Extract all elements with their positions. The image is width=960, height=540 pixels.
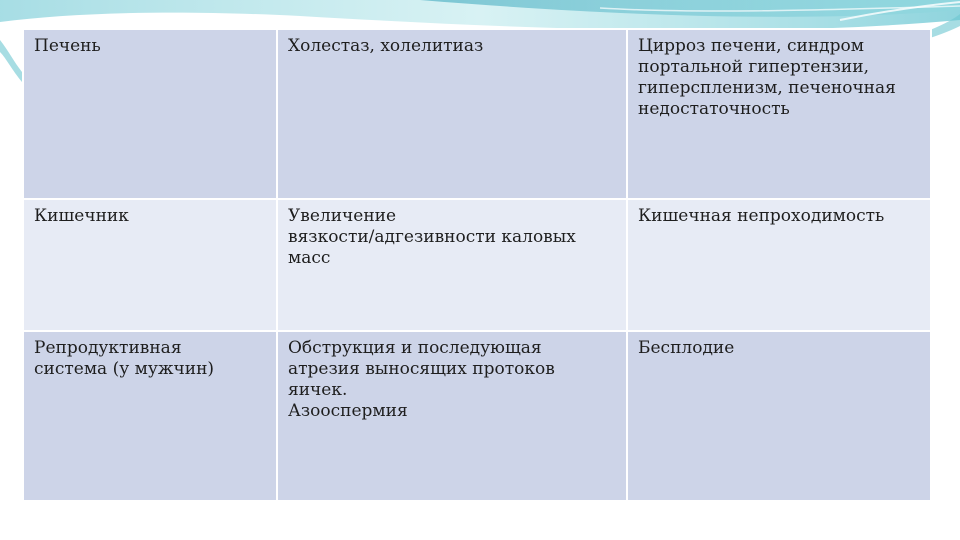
cell-line: масс <box>288 247 331 268</box>
cell-outcome <box>627 29 931 199</box>
cell-line: яичек. <box>288 380 348 401</box>
cell-cause <box>277 331 627 501</box>
cell-line: Увеличение <box>288 205 397 226</box>
cell-text: Бесплодие <box>638 338 735 359</box>
content-table <box>22 28 932 502</box>
cell-outcome <box>627 199 931 332</box>
content-table-wrapper <box>22 28 930 502</box>
cell-cause <box>277 199 627 332</box>
cell-line: недостаточность <box>638 99 790 119</box>
cell-line: Азооспермия <box>288 401 408 422</box>
cell-organ <box>23 331 277 501</box>
cell-organ <box>23 29 277 199</box>
cell-line: Обструкция и последующая <box>288 338 542 359</box>
cell-text: Кишечная непроходимость <box>638 205 885 226</box>
table-row <box>23 331 931 501</box>
table-row <box>23 29 931 199</box>
cell-line: гиперспленизм, печеночная <box>638 78 896 98</box>
cell-outcome <box>627 331 931 501</box>
cell-text: Печень <box>34 36 101 56</box>
cell-cause <box>277 29 627 199</box>
cell-line: система (у мужчин) <box>34 359 215 380</box>
cell-text: Холестаз, холелитиаз <box>288 36 484 56</box>
table-row <box>23 199 931 332</box>
cell-line: вязкости/адгезивности каловых <box>288 226 576 247</box>
cell-line: Цирроз печени, синдром <box>638 36 864 56</box>
cell-line: атрезия выносящих протоков <box>288 359 555 380</box>
cell-text: Кишечник <box>34 205 129 226</box>
cell-line: портальной гипертензии, <box>638 57 869 77</box>
cell-organ <box>23 199 277 332</box>
cell-line: Репродуктивная <box>34 338 182 359</box>
